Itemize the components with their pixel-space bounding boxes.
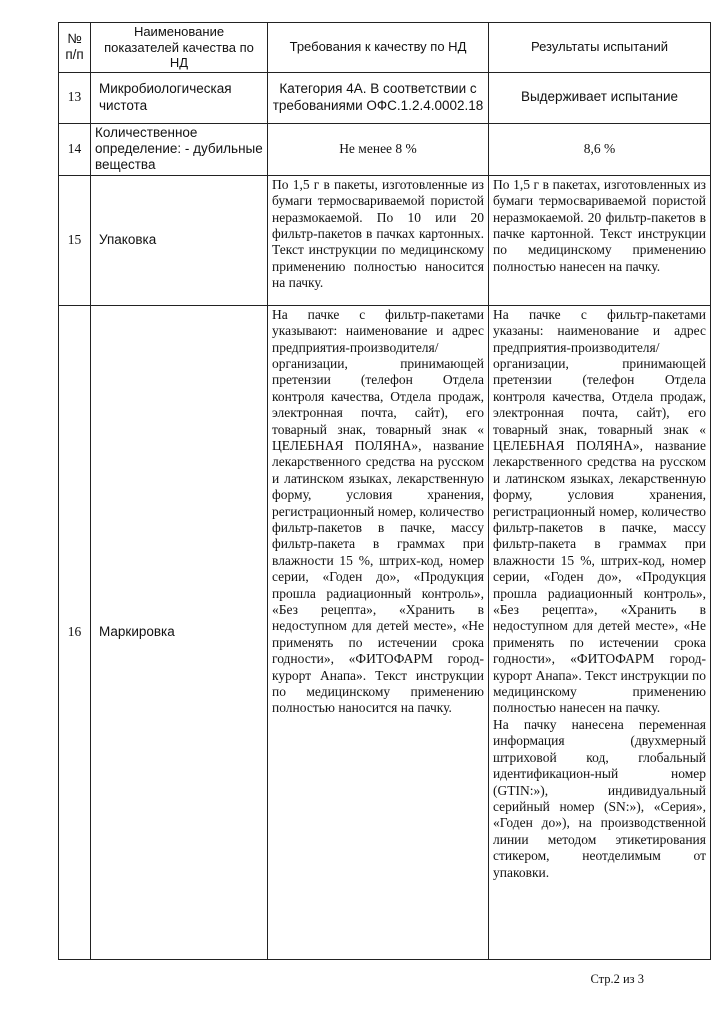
- row-num: 15: [59, 175, 91, 305]
- row-requirement: [268, 305, 489, 959]
- result-text: На пачке с фильтр-пакетами указаны: наименование и адрес предприятия-производителя/ организации, принимающей претензии (телефон Отдела контроля качества, Отдела продаж, электронная почта, сайт), его товарный знак, товарный знак « ЦЕЛЕБНАЯ ПОЛЯНА», название лекарственного средства на русском и латинском языках, лекарственную форму, условия хранения, регистрационный номер, количество фильтр-пакетов в пачке, массу фильтр-пакета в граммах при влажности 15 %, штрих-код, номер серии, «Годен до», «Продукция прошла радиационный контроль», «Без рецепта», «Хранить в недоступном для детей месте», «Не применять по истечении срока годности», «ФИТОФАРМ город-курорт Анапа». Текст инструкции по медицинскому применению полностью нанесен на пачку.: [493, 306, 706, 716]
- requirement-text: На пачке с фильтр-пакетами указывают: наименование и адрес предприятия-производителя/ организации, принимающей претензии (телефон Отдела контроля качества, Отдела продаж, электронная почта, сайт), его товарный знак, товарный знак « ЦЕЛЕБНАЯ ПОЛЯНА», название лекарственного средства на русском и латинском языках, лекарственную форму, условия хранения, регистрационный номер, количество фильтр-пакетов в пачке, массу фильтр-пакета в граммах при влажности 15 %, штрих-код, номер серии, «Годен до», «Продукция прошла радиационный контроль», «Без рецепта», «Хранить в недоступном для детей месте», «Не применять по истечении срока годности», «ФИТОФАРМ город-курорт Анапа». Текст инструкции по медицинскому применению полностью наносится на пачку.: [272, 306, 484, 716]
- table-row: [59, 175, 711, 305]
- row-requirement: Не менее 8 %: [268, 123, 489, 175]
- row-indicator: Маркировка: [91, 305, 268, 959]
- row-requirement: По 1,5 г в пакеты, изготовленные из бумаги термосвариваемой пористой неразмокаемой. По 10 или 20 фильтр-пакетов в пачках картонных. Текст инструкции по медицинскому применению полностью наносится на пачку.: [268, 175, 489, 305]
- row-num: 16: [59, 305, 91, 959]
- header-indicator-name: Наименование показателей качества по НД: [91, 23, 268, 73]
- header-results: Результаты испытаний: [489, 23, 711, 73]
- header-num: № п/п: [59, 23, 91, 73]
- row-num: 14: [59, 123, 91, 175]
- table-row: [59, 123, 711, 175]
- row-result: 8,6 %: [489, 123, 711, 175]
- row-result: [489, 305, 711, 959]
- row-indicator: Микробиологическая чистота: [91, 72, 268, 123]
- row-result: Выдерживает испытание: [489, 72, 711, 123]
- row-num: 13: [59, 72, 91, 123]
- page-number: Стр.2 из 3: [590, 972, 644, 986]
- row-indicator: Количественное определение: - дубильные вещества: [91, 123, 268, 175]
- row-requirement: Категория 4А. В соответствии с требованиями ОФС.1.2.4.0002.18: [268, 72, 489, 123]
- header-requirements: Требования к качеству по НД: [268, 23, 489, 73]
- quality-table: [58, 22, 711, 960]
- row-indicator: Упаковка: [91, 175, 268, 305]
- table-row: [59, 305, 711, 959]
- table-header-row: [59, 23, 711, 73]
- result-extra-text: На пачку нанесена переменная информация (двухмерный штриховой код, глобальный идентификацион-ный номер (GTIN:»), индивидуальный серийный номер (SN:»), «Серия», «Годен до»), на производственной линии методом этикетирования стикером, неотделимым от упаковки.: [493, 716, 706, 880]
- table-row: [59, 72, 711, 123]
- row-result: По 1,5 г в пакетах, изготовленных из бумаги термосвариваемой пористой неразмокаемой. 20 фильтр-пакетов в пачке картонной. Текст инструкции по медицинскому применению полностью нанесен на пачку.: [489, 175, 711, 305]
